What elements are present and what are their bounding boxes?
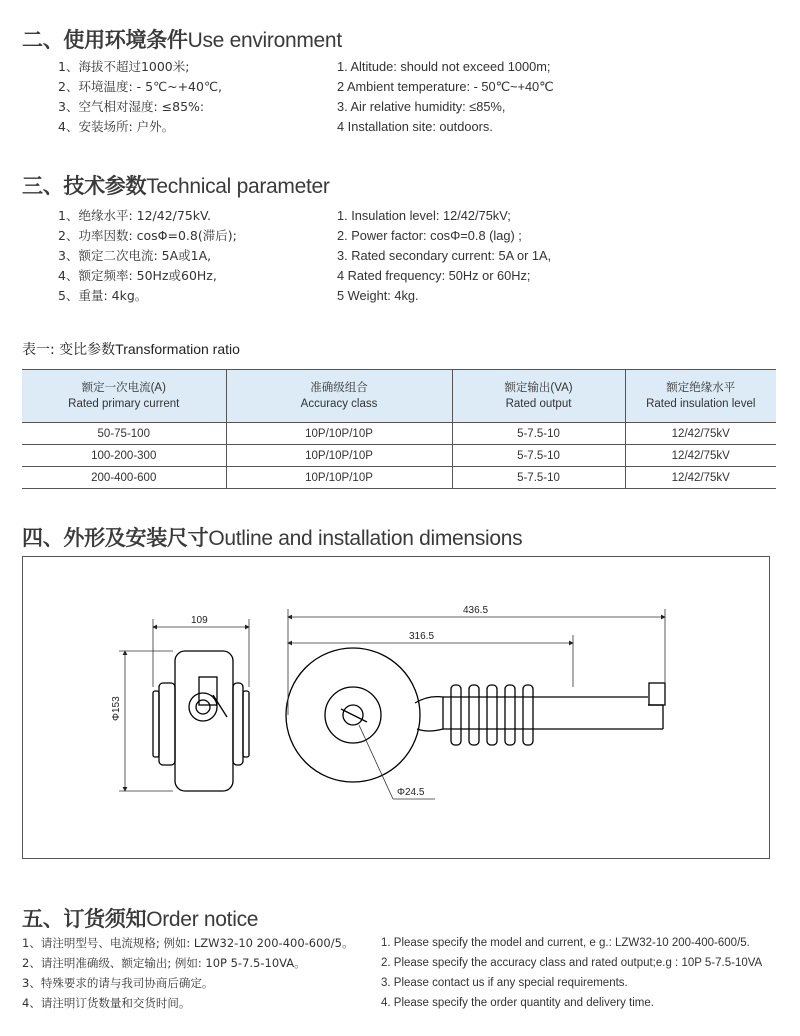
order-notice-en-list xyxy=(381,933,762,1013)
table-cell: 5-7.5-10 xyxy=(452,467,625,489)
header-rated-insulation-level: 额定绝缘水平 Rated insulation level xyxy=(625,370,776,423)
heading-en: Outline and installation dimensions xyxy=(208,527,523,550)
list-item: 1. Altitude: should not exceed 1000m; xyxy=(337,59,551,74)
heading-en: Order notice xyxy=(146,908,259,931)
table-cell: 12/42/75kV xyxy=(625,445,776,467)
use-environment-cn-list xyxy=(58,57,222,137)
outline-drawing-frame xyxy=(22,556,770,859)
list-item: 3、空气相对湿度: ≤85%: xyxy=(58,99,205,114)
list-item: 5、重量: 4kg。 xyxy=(58,288,148,303)
section-use-environment-heading xyxy=(22,24,342,54)
table-cell: 10P/10P/10P xyxy=(226,467,452,489)
list-item: 1、海拔不超过1000米; xyxy=(58,59,190,74)
section-order-notice-heading xyxy=(22,903,258,933)
table-cell: 50-75-100 xyxy=(22,423,226,445)
list-item: 4. Please specify the order quantity and delivery time. xyxy=(381,997,654,1009)
list-item: 2. Power factor: cosΦ=0.8 (lag) ; xyxy=(337,228,522,243)
dim-total-length: 436.5 xyxy=(463,605,489,616)
list-item: 2. Please specify the accuracy class and rated output;e.g : 10P 5-7.5-10VA xyxy=(381,957,763,969)
list-item: 3. Air relative humidity: ≤85%, xyxy=(337,99,506,114)
list-item: 4 Installation site: outdoors. xyxy=(337,119,493,134)
front-view xyxy=(286,648,665,782)
list-item: 1、绝缘水平: 12/42/75kV. xyxy=(58,208,211,223)
dim-partial-length: 316.5 xyxy=(409,631,435,642)
technical-parameter-en-list xyxy=(337,206,551,306)
table-title-cn: 表一: 变比参数 xyxy=(22,342,116,358)
table-cell: 5-7.5-10 xyxy=(452,423,625,445)
table-title xyxy=(22,339,240,359)
header-rated-primary-current: 额定一次电流(A) Rated primary current xyxy=(22,370,226,423)
list-item: 4、安装场所: 户外。 xyxy=(58,119,175,134)
technical-parameter-cn-list xyxy=(58,206,237,306)
order-notice-cn-list xyxy=(22,933,353,1013)
heading-en: Use environment xyxy=(187,29,342,52)
list-item: 5 Weight: 4kg. xyxy=(337,288,419,303)
table-cell: 12/42/75kV xyxy=(625,467,776,489)
dim-diameter: Φ153 xyxy=(111,696,122,721)
table-title-en: Transformation ratio xyxy=(115,341,240,357)
side-view xyxy=(153,651,249,791)
use-environment-en-list xyxy=(337,57,554,137)
table-row xyxy=(22,467,776,489)
section-technical-parameter-heading xyxy=(22,170,330,200)
list-item: 3、额定二次电流: 5A或1A, xyxy=(58,248,212,263)
table-cell: 12/42/75kV xyxy=(625,423,776,445)
list-item: 3. Rated secondary current: 5A or 1A, xyxy=(337,248,552,263)
list-item: 2 Ambient temperature: - 50℃~+40℃ xyxy=(337,79,554,94)
table-cell: 10P/10P/10P xyxy=(226,445,452,467)
heading-cn: 四、外形及安装尺寸 xyxy=(22,526,209,550)
table-header-row xyxy=(22,370,776,423)
table-cell: 5-7.5-10 xyxy=(452,445,625,467)
heading-en: Technical parameter xyxy=(146,175,330,198)
list-item: 2、请注明准确级、额定输出; 例如: 10P 5-7.5-10VA。 xyxy=(22,956,306,970)
heading-cn: 五、订货须知 xyxy=(22,907,147,931)
table-cell: 10P/10P/10P xyxy=(226,423,452,445)
table-cell: 100-200-300 xyxy=(22,445,226,467)
list-item: 4、请注明订货数量和交货时间。 xyxy=(22,996,191,1010)
table-cell: 200-400-600 xyxy=(22,467,226,489)
heading-cn: 三、技术参数 xyxy=(22,174,147,198)
table-row xyxy=(22,445,776,467)
header-accuracy-class: 准确级组合 Accuracy class xyxy=(226,370,452,423)
transformation-ratio-table xyxy=(22,369,776,489)
list-item: 1、请注明型号、电流规格; 例如: LZW32-10 200-400-600/5。 xyxy=(22,936,354,950)
list-item: 4 Rated frequency: 50Hz or 60Hz; xyxy=(337,268,531,283)
list-item: 2、环境温度: - 5℃~+40℃, xyxy=(58,79,222,94)
list-item: 3. Please contact us if any special requirements. xyxy=(381,977,628,989)
list-item: 1. Please specify the model and current, e g.: LZW32-10 200-400-600/5. xyxy=(381,937,750,949)
outline-drawing xyxy=(23,557,771,860)
dim-width-side: 109 xyxy=(191,615,208,626)
list-item: 3、特殊要求的请与我司协商后确定。 xyxy=(22,976,214,990)
section-outline-dimensions-heading xyxy=(22,522,522,552)
table-row xyxy=(22,423,776,445)
list-item: 4、额定频率: 50Hz或60Hz, xyxy=(58,268,217,283)
list-item: 2、功率因数: cosΦ=0.8(滞后); xyxy=(58,228,237,243)
list-item: 1. Insulation level: 12/42/75kV; xyxy=(337,208,511,223)
dim-hole-diameter: Φ24.5 xyxy=(397,787,425,798)
heading-cn: 二、使用环境条件 xyxy=(22,28,188,52)
header-rated-output: 额定输出(VA) Rated output xyxy=(452,370,625,423)
